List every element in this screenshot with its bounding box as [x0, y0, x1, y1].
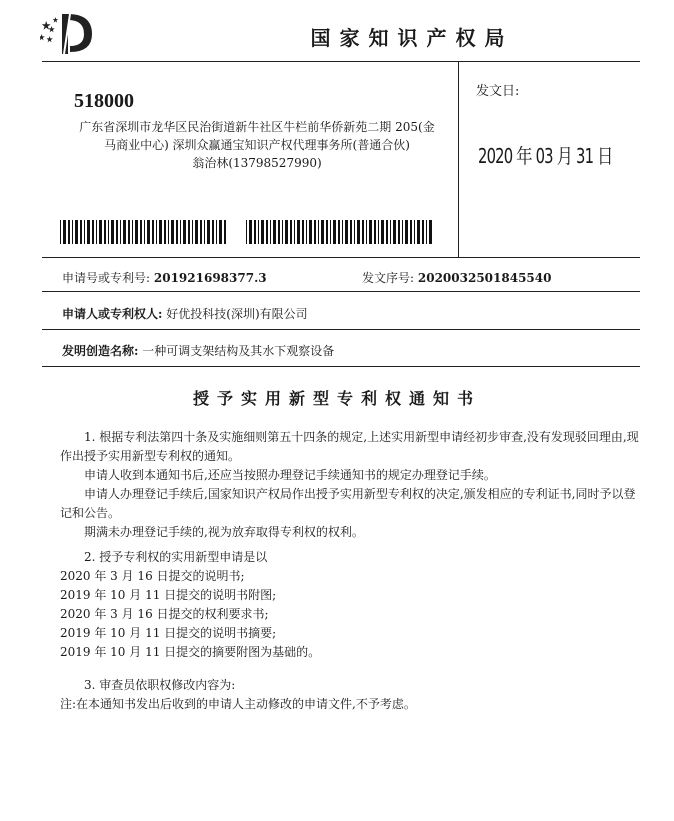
document-number-label: 发文序号:: [362, 271, 415, 285]
notice-title: 授予实用新型专利权通知书: [192, 389, 481, 408]
application-number-row: [62, 269, 267, 286]
applicant-label: 申请人或专利权人:: [62, 307, 163, 321]
section-1-paragraph: 申请人办理登记手续后,国家知识产权局作出授予实用新型专利权的决定,颁发相应的专利证书,同时予以登记和公告。: [60, 487, 636, 520]
applicant-name: 好优投科技(深圳)有限公司: [166, 307, 308, 321]
section-2-heading: 2. 授予专利权的实用新型申请是以: [84, 550, 268, 564]
document-number-row: [362, 269, 551, 286]
invention-title: 一种可调支架结构及其水下观察设备: [142, 344, 335, 358]
issue-date-label: 发文日:: [476, 84, 520, 99]
section-1-paragraph: 期满未办理登记手续的,视为放弃取得专利权的权利。: [84, 525, 364, 539]
application-number-label: 申请号或专利号:: [62, 271, 151, 285]
section-3-heading: 3. 审查员依职权修改内容为:: [84, 678, 236, 692]
recipient-address: [62, 118, 452, 172]
section-1: [60, 428, 640, 542]
org-name: 国家知识产权局: [310, 26, 514, 50]
address-line: 翁治林(13798527990): [192, 156, 322, 170]
postcode: 518000: [74, 90, 134, 112]
address-line: 马商业中心) 深圳众赢通宝知识产权代理事务所(普通合伙): [104, 138, 410, 152]
section-2-item: 2019 年 10 月 11 日提交的说明书附图;: [60, 588, 277, 602]
invention-label: 发明创造名称:: [62, 344, 139, 358]
invention-row: [62, 342, 334, 359]
section-1-paragraph: 1. 根据专利法第四十条及实施细则第五十四条的规定,上述实用新型申请经初步审查,没有发现驳回理由,现作出授予实用新型专利权的通知。: [60, 430, 639, 463]
field-rule: [42, 291, 640, 292]
application-number: 201921698377.3: [153, 271, 267, 285]
document-number: 2020032501845540: [417, 271, 552, 285]
date-divider: [458, 61, 459, 257]
section-2-item: 2020 年 3 月 16 日提交的说明书;: [60, 569, 245, 583]
section-3-note: 注:在本通知书发出后收到的申请人主动修改的申请文件,不予考虑。: [60, 697, 416, 711]
section-2-item: 2019 年 10 月 11 日提交的说明书摘要;: [60, 626, 277, 640]
address-line: 广东省深圳市龙华区民治街道新牛社区牛栏前华侨新苑二期 205(金: [79, 120, 435, 134]
field-rule: [42, 329, 640, 330]
field-rule: [42, 257, 640, 258]
section-3: [60, 676, 640, 714]
top-rule: [42, 61, 640, 62]
applicant-row: [62, 305, 308, 322]
barcode-left: [60, 220, 228, 244]
section-2-item: 2020 年 3 月 16 日提交的权利要求书;: [60, 607, 269, 621]
field-rule: [42, 366, 640, 367]
issue-date: 2020 年 03 月 31 日: [478, 144, 613, 168]
section-2: [60, 548, 640, 662]
section-2-item: 2019 年 10 月 11 日提交的摘要附图为基础的。: [60, 645, 321, 659]
section-1-paragraph: 申请人收到本通知书后,还应当按照办理登记手续通知书的规定办理登记手续。: [84, 468, 496, 482]
barcode-right: [246, 220, 432, 244]
